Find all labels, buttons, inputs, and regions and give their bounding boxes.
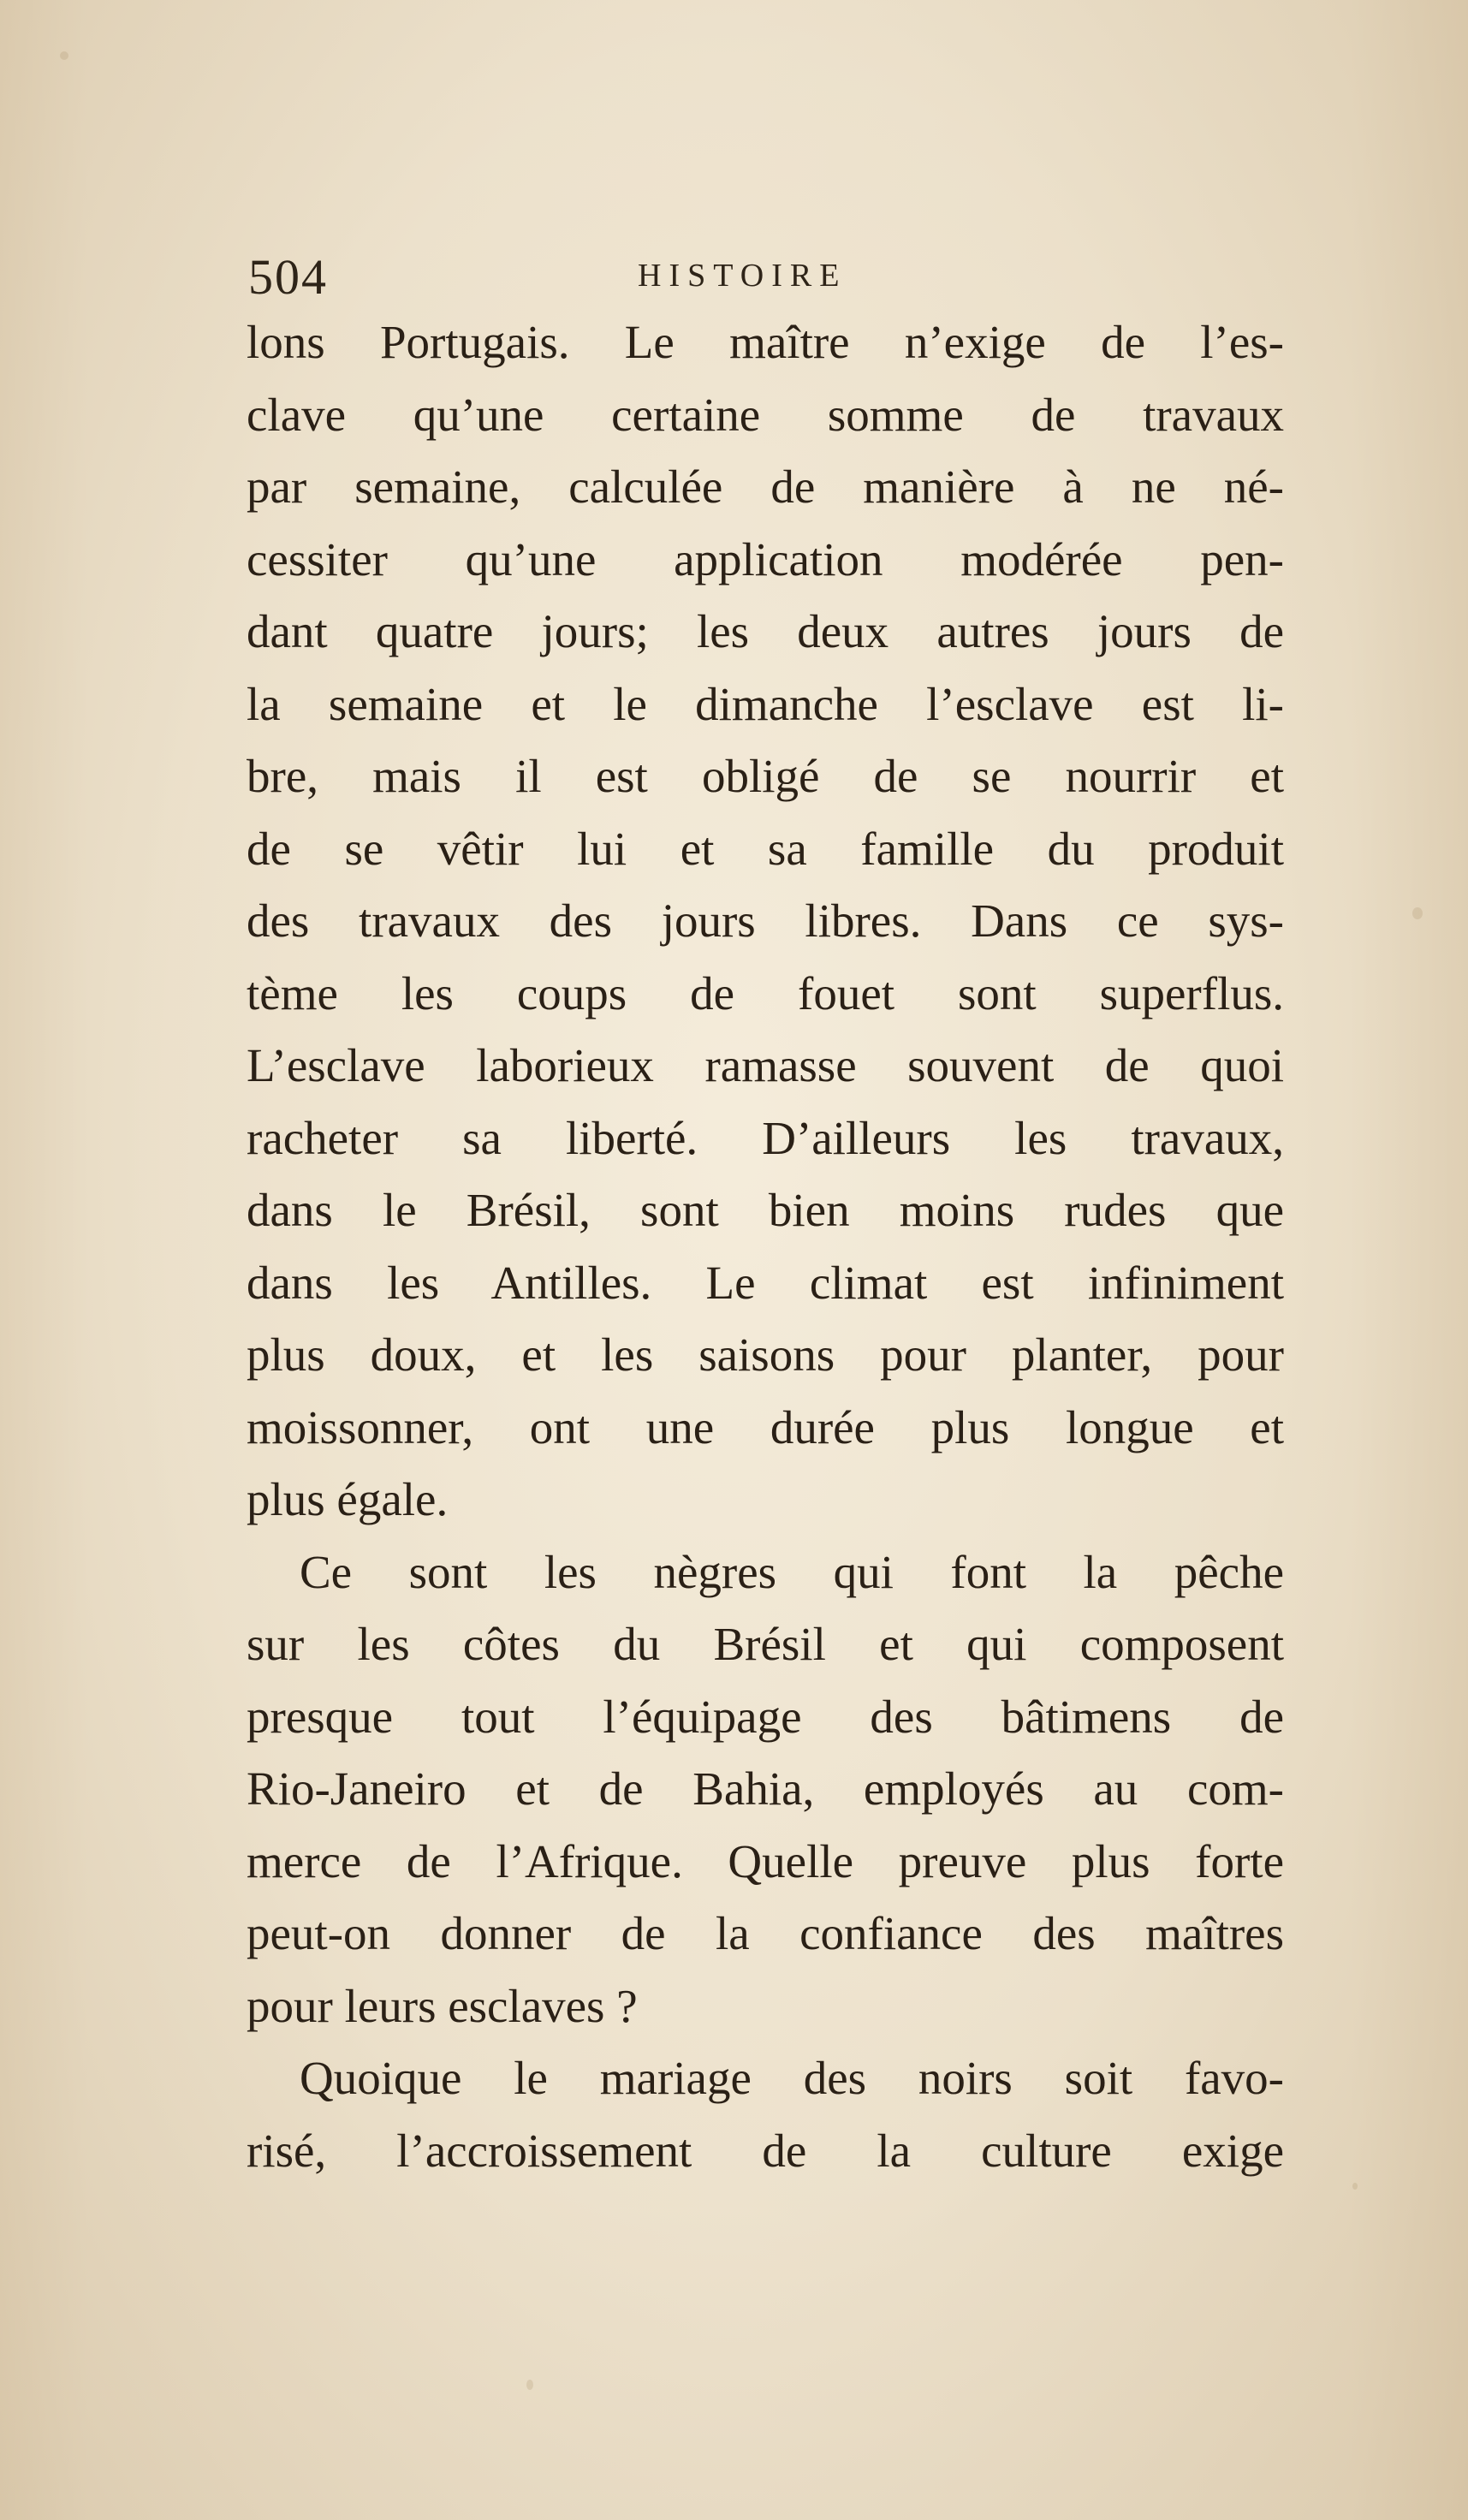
text-line: dans les Antilles. Le climat est infiniment (247, 1256, 1284, 1309)
paper-spot (60, 51, 68, 60)
text-line: de se vêtir lui et sa famille du produit (247, 822, 1284, 875)
text-line: L’esclave laborieux ramasse souvent de quoi (247, 1039, 1284, 1091)
paragraph-end-line: plus égale. (247, 1473, 449, 1525)
paper-spot (1352, 2183, 1358, 2190)
paragraph-end-line: pour leurs esclaves ? (247, 1979, 638, 2032)
text-line: plus doux, et les saisons pour planter, pour (247, 1328, 1284, 1381)
paragraph-start-line: Ce sont les nègres qui font la pêche (300, 1545, 1284, 1598)
text-line: dant quatre jours; les deux autres jours de (247, 605, 1284, 657)
text-line: lons Portugais. Le maître n’exige de l’es- (247, 316, 1284, 368)
running-head: HISTOIRE (638, 258, 847, 294)
text-line: dans le Brésil, sont bien moins rudes que (247, 1184, 1284, 1236)
text-line: peut-on donner de la confiance des maîtres (247, 1907, 1284, 1959)
text-line: racheter sa liberté. D’ailleurs les travaux, (247, 1111, 1284, 1164)
paragraph-start-line: Quoique le mariage des noirs soit favo- (300, 2052, 1284, 2104)
text-line: par semaine, calculée de manière à ne né- (247, 461, 1284, 513)
text-line: risé, l’accroissement de la culture exige (247, 2124, 1284, 2177)
text-line: cessiter qu’une application modérée pen- (247, 532, 1284, 585)
text-line: des travaux des jours libres. Dans ce sys- (247, 894, 1284, 947)
text-line: la semaine et le dimanche l’esclave est li- (247, 677, 1284, 730)
text-line: clave qu’une certaine somme de travaux (247, 388, 1284, 441)
text-line: bre, mais il est obligé de se nourrir et (247, 750, 1284, 802)
paper-spot (526, 2380, 533, 2390)
body-text (247, 306, 1284, 2187)
text-line: presque tout l’équipage des bâtimens de (247, 1690, 1284, 1743)
text-line: Rio-Janeiro et de Bahia, employés au com- (247, 1762, 1284, 1815)
text-line: merce de l’Afrique. Quelle preuve plus forte (247, 1834, 1284, 1887)
page-header (248, 248, 1275, 308)
text-line: tème les coups de fouet sont superflus. (247, 966, 1284, 1019)
text-line: moissonner, ont une durée plus longue et (247, 1400, 1284, 1453)
text-line: sur les côtes du Brésil et qui composent (247, 1618, 1284, 1670)
page-number: 504 (248, 249, 328, 305)
paper-spot (1412, 907, 1423, 919)
